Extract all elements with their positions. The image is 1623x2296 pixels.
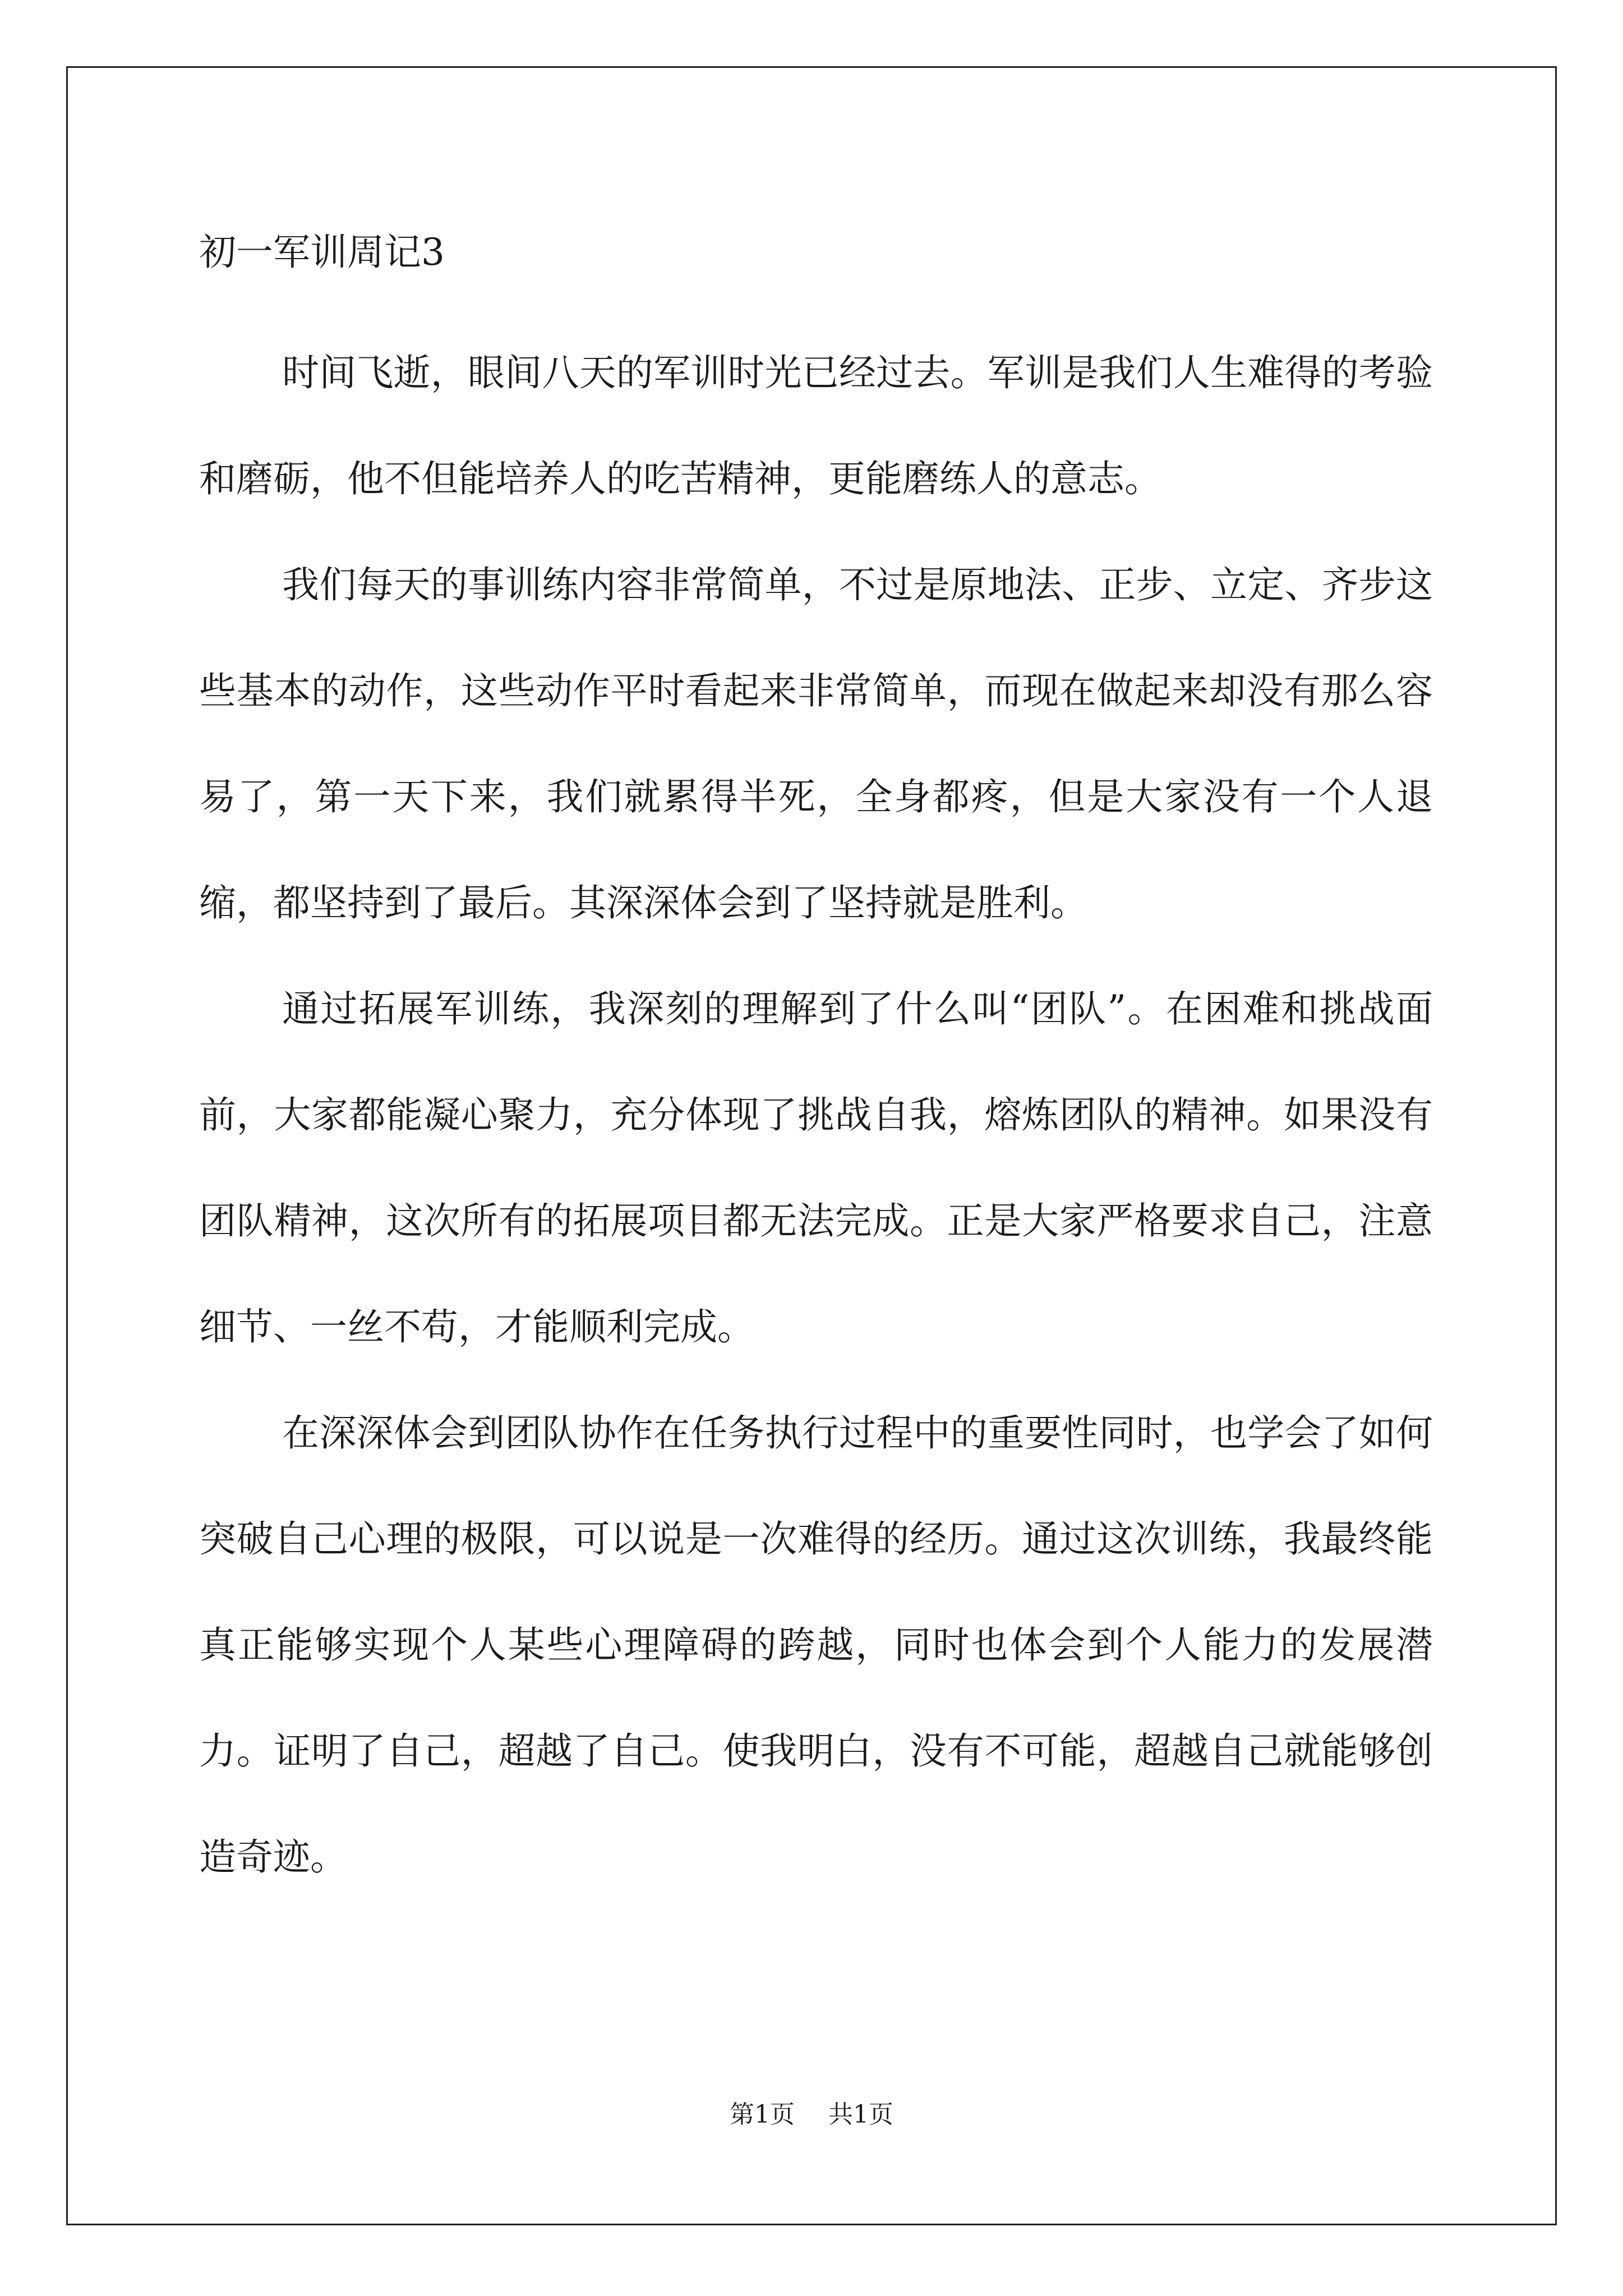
paragraph-1: 时间飞逝，眼间八天的军训时光已经过去。军训是我们人生难得的考验和磨砺，他不但能培养人的吃苦精神，更能磨练人的意志。	[199, 351, 1433, 500]
document-title: 初一军训周记3	[199, 231, 445, 274]
paragraph-2: 我们每天的事训练内容非常简单，不过是原地法、正步、立定、齐步这些基本的动作，这些动作平时看起来非常简单，而现在做起来却没有那么容易了，第一天下来，我们就累得半死，全身都疼，但是大家没有一个人退缩，都坚持到了最后。其深深体会到了坚持就是胜利。	[199, 563, 1433, 924]
page-footer	[0, 2098, 1623, 2132]
page-number: 第1页	[730, 2100, 795, 2129]
paragraph-3: 通过拓展军训练，我深刻的理解到了什么叫“团队”。在困难和挑战面前，大家都能凝心聚力，充分体现了挑战自我，熔炼团队的精神。如果没有团队精神，这次所有的拓展项目都无法完成。正是大家严格要求自己，注意细节、一丝不苟，才能顺利完成。	[199, 987, 1433, 1349]
paragraph-4: 在深深体会到团队协作在任务执行过程中的重要性同时，也学会了如何突破自己心理的极限，可以说是一次难得的经历。通过这次训练，我最终能真正能够实现个人某些心理障碍的跨越，同时也体会到个人能力的发展潜力。证明了自己，超越了自己。使我明白，没有不可能，超越自己就能够创造奇迹。	[199, 1411, 1433, 1879]
document-body	[199, 213, 1433, 1910]
page-count: 共1页	[828, 2100, 893, 2129]
